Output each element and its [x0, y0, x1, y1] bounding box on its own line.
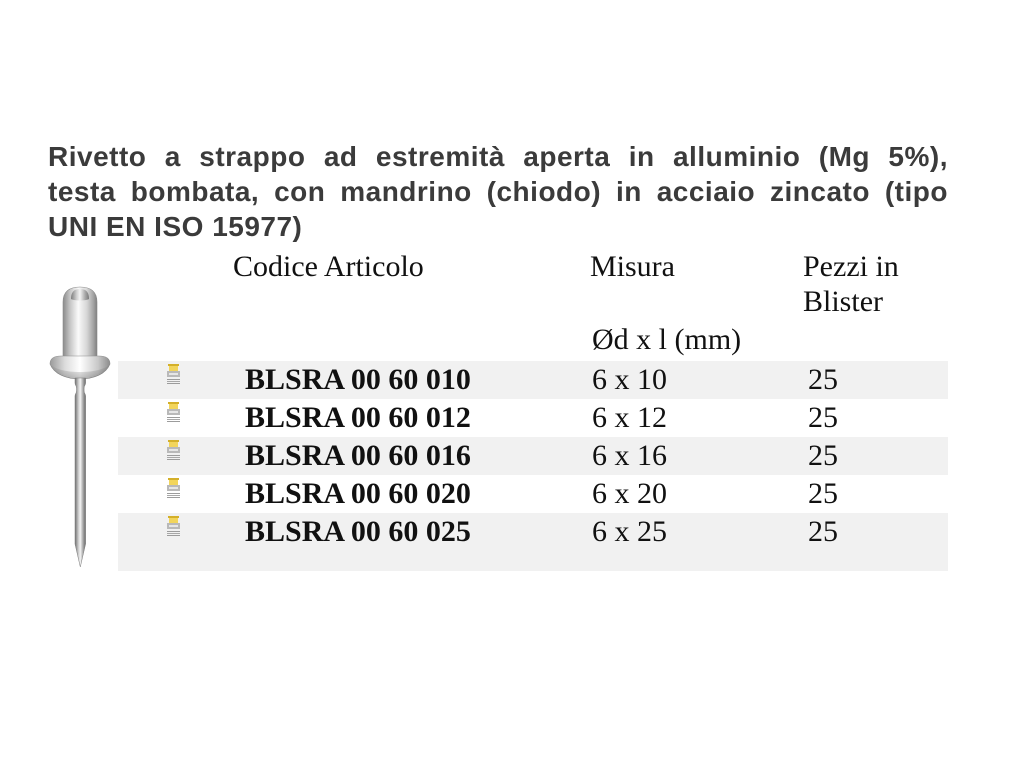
table-row: [118, 475, 948, 513]
table-row: [118, 361, 948, 399]
pieces-value: 25: [808, 477, 838, 510]
table-row: [118, 513, 948, 571]
article-code: BLSRA 00 60 020: [245, 477, 471, 510]
product-title: [48, 139, 948, 244]
pieces-value: 25: [808, 363, 838, 396]
article-code: BLSRA 00 60 025: [245, 515, 471, 548]
blister-pack-icon: [166, 440, 181, 461]
blister-pack-icon: [166, 364, 181, 385]
title-line-1: Rivetto a strappo ad estremità aperta in alluminio (Mg 5%),: [48, 141, 948, 172]
pieces-value: 25: [808, 515, 838, 548]
size-value: 6 x 25: [592, 515, 667, 548]
blister-pack-icon: [166, 402, 181, 423]
size-value: 6 x 20: [592, 477, 667, 510]
size-value: 6 x 12: [592, 401, 667, 434]
header-pieces-line-2: Blister: [803, 285, 883, 318]
table-row: [118, 399, 948, 437]
pieces-value: 25: [808, 439, 838, 472]
blind-rivet-illustration: [44, 282, 116, 572]
pieces-value: 25: [808, 401, 838, 434]
size-value: 6 x 10: [592, 363, 667, 396]
article-code: BLSRA 00 60 016: [245, 439, 471, 472]
title-line-3: UNI EN ISO 15977): [48, 211, 303, 242]
size-value: 6 x 16: [592, 439, 667, 472]
blister-pack-icon: [166, 516, 181, 537]
header-size-unit: Ød x l (mm): [592, 323, 742, 356]
blister-pack-icon: [166, 478, 181, 499]
header-pieces-line-1: Pezzi in: [803, 250, 899, 283]
header-article-code: Codice Articolo: [233, 250, 424, 283]
title-line-2: testa bombata, con mandrino (chiodo) in acciaio zincato (tipo: [48, 176, 948, 207]
table-row: [118, 437, 948, 475]
header-size: Misura: [590, 250, 675, 283]
article-code: BLSRA 00 60 010: [245, 363, 471, 396]
article-code: BLSRA 00 60 012: [245, 401, 471, 434]
